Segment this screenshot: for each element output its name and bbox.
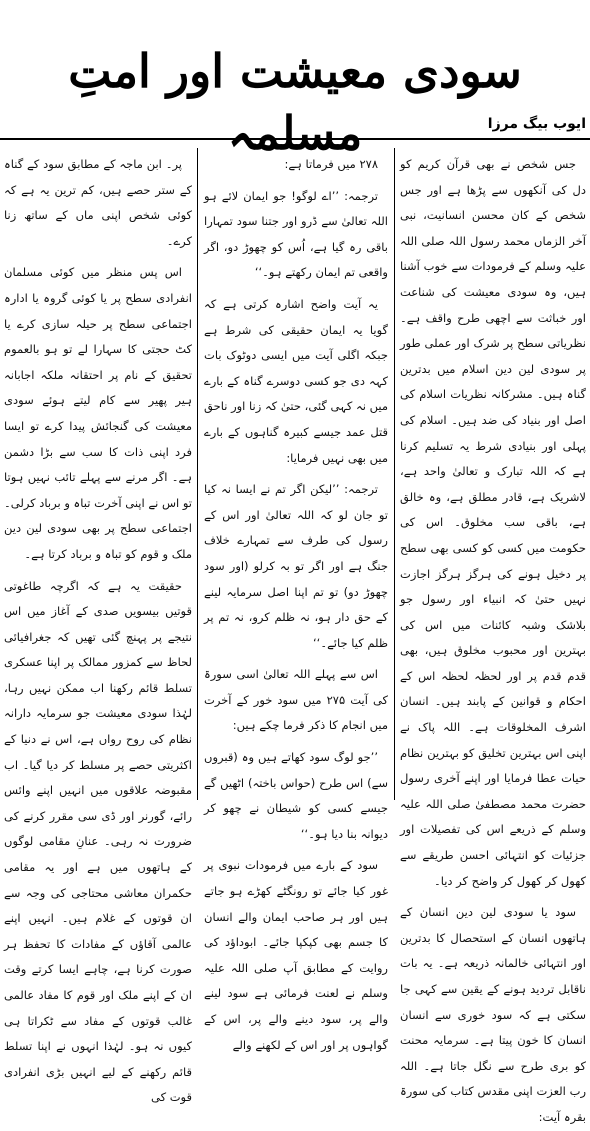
paragraph: جس شخص نے بھی قرآن کریم کو دل کی آنکھوں سے پڑھا ہے اور جس شخص کے کان محسن انسانیت، نبی آخر الزماں محمد رسول اللہ صلی اللہ علیہ وسلم کے فرمودات سے خوب آشنا ہیں، وہ سودی معیشت کی شناعت اور خباثت سے اچھی طرح واقف ہے۔ نظریاتی سطح پر شرک اور عملی طور پر سودی لین دین اسلام میں بدترین گناہ ہیں۔ مشرکانہ نظریات اسلام کی اصل اور بنیاد کی ضد ہیں۔ اسلام کی پہلی اور بنیادی شرط یہ تسلیم کرنا ہے کہ اللہ تبارک و تعالیٰ واحد ہے، لاشریک ہے، قادر مطلق ہے، وہ خالق ہے، باقی سب مخلوق۔ اس کی حکومت میں کسی کو کسی بھی سطح پر دخیل ہونے کی ہرگز ہرگز اجازت نہیں حتیٰ کہ انبیاء اور رسول جو بلاشک وشبہ کائنات میں اس کی بہترین اور محبوب مخلوق ہیں، بھی قدم قدم پر اور لحظہ لحظہ اس کے احکام و قوانین کے پابند ہیں۔ انسان اشرف المخلوقات ہے۔ اللہ پاک نے اپنی اس بہترین تخلیق کو بہترین نظام حیات عطا فرمایا اور اپنے آخری رسول حضرت محمد مصطفیٰ صلی اللہ علیہ وسلم کے ذریعے اس کی تفصیلات اور جزئیات کو انتہائی احسن طریقے سے کھول کر کھول کر واضح کر دیا۔ bbox=[400, 157, 586, 888]
paragraph: پر۔ ابن ماجہ کے مطابق سود کے گناہ کے ستر حصے ہیں، کم ترین یہ ہے کہ کوئی شخص اپنی ماں کے ساتھ زنا کرے۔ bbox=[4, 157, 192, 248]
column-left bbox=[4, 152, 192, 1105]
paragraph: حقیقت یہ ہے کہ اگرچہ طاغوتی قوتیں بیسویں صدی کے آغاز میں اس نتیجے پر پہنچ گئی تھیں کہ جغرافیائی لحاظ سے کمزور ممالک پر اپنا عسکری تسلط قائم رکھنا اب ممکن نہیں رہا، لہٰذا سودی معیشت جو سرمایہ دارانہ نظام کی روح رواں ہے، اس نے دنیا کے اکثریتی حصے پر مسلط کر دیا گیا۔ اب مقبوضہ علاقوں میں انہیں اپنے وائس رائے، گورنر اور ڈی سی مقرر کرنے کی ضرورت نہ رہی۔ عنانِ مقامی لوگوں کے ہاتھوں میں ہے اور یہ مقامی حکمران معاشی محتاجی کی وجہ سے ان قوتوں کے غلام ہیں۔ انہیں اپنے عالمی آقاؤں کے مفادات کا تحفظ ہر صورت کرنا ہے، چاہے ایسا کرتے وقت ان کے اپنے ملک اور قوم کا مفاد عالمی غالب قوتوں کے مفاد سے ٹکراتا ہی کیوں نہ ہو۔ لہٰذا انہوں نے اپنا تسلط قائم رکھنے کے لیے انہیں بڑی انفرادی قوت کی bbox=[4, 578, 192, 1105]
paragraph: اس پس منظر میں کوئی مسلمان انفرادی سطح پر یا کوئی گروہ یا ادارہ اجتماعی سطح پر حیلہ سازی کرے یا کٹ حجتی کا سہارا لے تو ہو بالعموم تحقیق کے نام پر احتقانہ ملکہ اجابانہ ہیر پھیر سے کام لیتے ہوئے سودی معیشت کی گنجائش پیدا کرے تو ایسا فرد اپنی ذات کا سب سے بڑا دشمن ہے۔ اگر مرنے سے پہلے تائب نہیں ہوتا تو اس نے اپنی آخرت تباہ و برباد کرلی۔ اجتماعی سطح پر بھی سودی لین دین ملک و قوم کو تباہ و برباد کرتا ہے۔ bbox=[4, 265, 192, 561]
paragraph: ترجمہ: ’’اے لوگو! جو ایمان لائے ہو اللہ تعالیٰ سے ڈرو اور جتنا سود تمہارا باقی رہ گیا ہے، اُس کو چھوڑ دو، اگر واقعی تم ایمان رکھتے ہو۔‘‘ bbox=[204, 188, 388, 280]
paragraph: ۲۷۸ میں فرماتا ہے: bbox=[284, 157, 378, 171]
column-right bbox=[400, 152, 586, 1124]
header-rule bbox=[0, 138, 590, 140]
column-divider bbox=[197, 148, 198, 800]
article-headline: سودی معیشت اور امتِ مسلمہ bbox=[68, 44, 522, 160]
paragraph: ترجمہ: ’’لیکن اگر تم نے ایسا نہ کیا تو جان لو کہ اللہ تعالیٰ اور اس کے رسول کی طرف سے تمہارے خلاف جنگ ہے اور اگر تو بہ کرلو (اور سود چھوڑ دو) تو تم اپنا اصل سرمایہ لینے کے حق دار ہو، نہ ظلم کرو، نہ تم پر ظلم کیا جائے۔‘‘ bbox=[204, 482, 388, 650]
paragraph: سود یا سودی لین دین انسان کے ہاتھوں انسان کے استحصال کا بدترین اور انتہائی خالمانہ ذریعہ ہے۔ یہ بات ناقابل تردید ہونے کے یقین سے کہی جا سکتی ہے کہ سود خوری سے انسان انسان کا خون پیتا ہے۔ سرمایہ محنت کو بری طرح سے نگل جاتا ہے۔ اللہ رب العزت اپنی مقدس کتاب کی سورۃ بقرہ آیت: bbox=[400, 905, 586, 1124]
paragraph: اس سے پہلے اللہ تعالیٰ اسی سورۃ کی آیت ۲۷۵ میں سود خور کے آخرت میں انجام کا ذکر فرما چکے ہیں: bbox=[204, 667, 389, 733]
paragraph: ’’جو لوگ سود کھاتے ہیں وہ (قبروں سے) اس طرح (حواس باختہ) اٹھیں گے جیسے کسی کو شیطان نے چھو کر دیوانہ بنا دیا ہو۔‘‘ bbox=[204, 750, 388, 841]
paragraph: سود کے بارے میں فرمودات نبوی پر غور کیا جائے تو رونگٹے کھڑے ہو جاتے ہیں اور ہر صاحب ایمان والے انسان کا جسم بھی کپکپا جائے۔ ابوداؤد کی روایت کے مطابق آپ صلی اللہ علیہ وسلم نے لعنت فرمائی ہے سود لینے والے پر، سود دینے والے پر، اس کے گواہوں پر اور اس کے لکھنے والے bbox=[204, 858, 388, 1052]
author-byline: ایوب بیگ مرزا bbox=[487, 116, 586, 132]
paragraph: یہ آیت واضح اشارہ کرتی ہے کہ گویا یہ ایمان حقیقی کی شرط ہے جبکہ اگلی آیت میں ایسی دوٹوک بات کہہ دی جو کسی دوسرے گناہ کے بارے میں نہ کہی گئی، حتیٰ کہ زنا اور ناحق قتل عمد جیسے کبیرہ گناہوں کے بارے میں بھی نہیں فرمایا: bbox=[204, 296, 388, 465]
column-divider bbox=[394, 148, 395, 800]
column-middle bbox=[204, 152, 389, 1052]
